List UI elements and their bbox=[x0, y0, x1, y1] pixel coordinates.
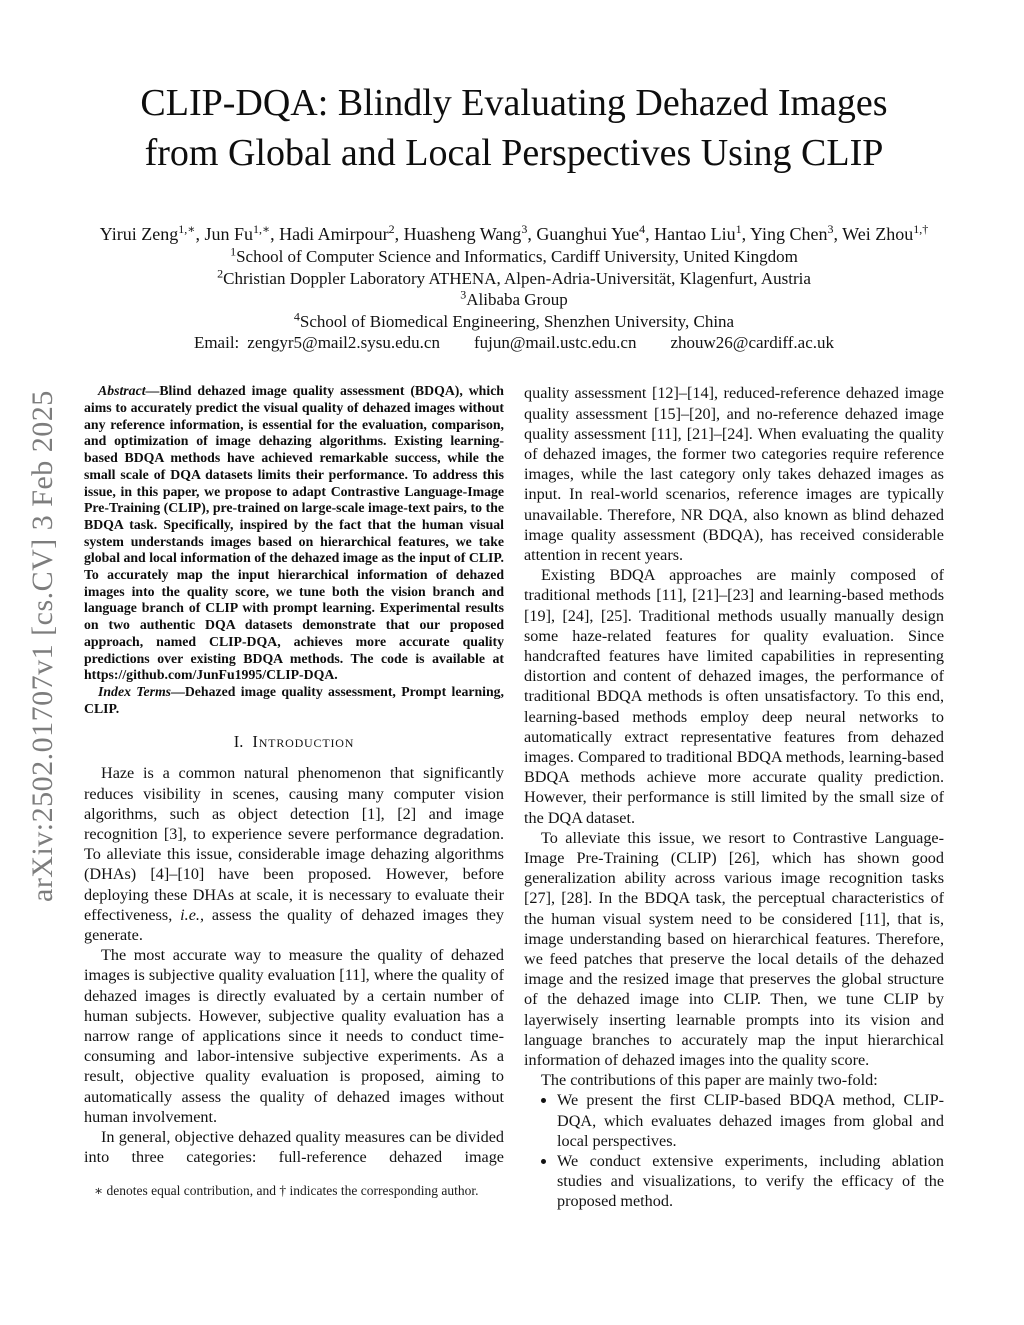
author-affiliation-marker: 1,∗ bbox=[178, 222, 196, 237]
affiliation: $^2$Christian Doppler Laboratory ATHENA, Alpen-Adria-Universität, Klagenfurt, Austria bbox=[217, 266, 811, 288]
author-affiliation-marker: 2 bbox=[388, 222, 395, 237]
contributions-list bbox=[524, 1090, 944, 1211]
intro-paragraph-1: Haze is a common natural phenomenon that significantly reduces visibility in scenes, causing many computer vision algorithms, such as object detection [1], [2] and image recognition [3], to experience severe performance degradation. To alleviate this issue, considerable image dehazing algorithms (DHAs) [4]–[10] have been proposed. However, before deploying these DHAs at scale, it is necessary to evaluate their effectiveness, i.e., assess the quality of dehazed images they generate. bbox=[84, 764, 504, 944]
author-list bbox=[84, 222, 944, 246]
right-column bbox=[524, 383, 944, 1211]
email-address: zhouw26@cardiff.ac.uk bbox=[670, 333, 835, 353]
author-affiliation-marker: 3 bbox=[827, 222, 834, 237]
author: Hadi Amirpour$^2$, bbox=[279, 222, 404, 245]
author-affiliation-marker: 3 bbox=[521, 222, 528, 237]
abstract-paragraph bbox=[84, 383, 504, 684]
left-column bbox=[84, 383, 504, 1211]
contribution-item-1: • We present the first CLIP-based BDQA method, CLIP-DQA, which evaluates dehazed images from global and local perspectives. bbox=[557, 1090, 944, 1151]
email-address: zengyr5@mail2.sysu.edu.cn bbox=[247, 333, 440, 353]
author: Hantao Liu$^1$, bbox=[654, 222, 750, 245]
author-affiliation-marker: 1 bbox=[735, 222, 742, 237]
author: Wei Zhou$^{1,\dagger}$ bbox=[842, 222, 929, 245]
intro-paragraph-5: To alleviate this issue, we resort to Contrastive Language-Image Pre-Training (CLIP) [26], which has shown good generalization ability across various image recognition tasks [27], [28]. In the BDQA task, the perceptual characteristics of the human visual system need to be considered [11], that is, image understanding based on hierarchical features. Therefore, we feed patches that preserve the local details of the dehazed image and the resized image that preserves the global structure of the dehazed image into CLIP. Then, we tune CLIP by layerwisely inserting learnable prompts into its vision and language branches to accurately map the input hierarchical information of dehazed images into the quality score. bbox=[524, 828, 944, 1070]
intro-paragraph-4: Existing BDQA approaches are mainly composed of traditional methods [11], [21]–[23] and learning-based methods [19], [24], [25]. Traditional methods usually manually design some haze-related features for quality evaluation. Since handcrafted features have limited capabilities in representing distortion and content of dehazed images, the performance of traditional BDQA methods is often unsatisfactory. To this end, learning-based methods employ deep neural networks to automatically extract representative features from dehazed images. Compared to traditional BDQA methods, learning-based BDQA methods achieve more accurate quality prediction. However, their performance is still limited by the small size of the DQA dataset. bbox=[524, 566, 944, 827]
author-affiliation-marker: 1,† bbox=[913, 222, 929, 237]
affiliation: $^1$School of Computer Science and Informatics, Cardiff University, United Kingdom bbox=[230, 244, 798, 267]
author-affiliation-marker: 4 bbox=[639, 222, 646, 237]
section-title: Introduction bbox=[252, 732, 355, 752]
latin-abbrev: i.e., bbox=[180, 905, 204, 924]
section-number: I. bbox=[233, 732, 244, 752]
email-address: fujun@mail.ustc.edu.cn bbox=[473, 333, 637, 353]
author: Huasheng Wang$^3$, bbox=[403, 222, 537, 245]
contribution-item-2: • We conduct extensive experiments, including ablation studies and visualizations, to verify the efficacy of the proposed method. bbox=[557, 1151, 944, 1212]
paper-title-line1: CLIP-DQA: Blindly Evaluating Dehazed Images bbox=[140, 82, 888, 124]
affiliation-list bbox=[84, 246, 944, 332]
section-heading-introduction bbox=[84, 732, 504, 752]
affiliation: $^4$School of Biomedical Engineering, Shenzhen University, China bbox=[293, 309, 735, 331]
email-row bbox=[84, 333, 944, 353]
paper-title-line2: from Global and Local Perspectives Using CLIP bbox=[144, 132, 884, 175]
intro-paragraph-2: The most accurate way to measure the quality of dehazed images is subjective quality evaluation [11], where the quality of dehazed images is directly evaluated by a certain number of human subjects. However, subjective quality evaluation has a narrow range of applications since it needs to conduct time-consuming and labor-intensive subjective experiments. As a result, objective quality evaluation is proposed, aiming to automatically assess the quality of dehazed images without human involvement. bbox=[84, 946, 504, 1126]
author: Yirui Zeng$^{1,∗}$, bbox=[99, 222, 205, 245]
index-terms-label: Index Terms bbox=[98, 683, 172, 699]
index-terms-paragraph bbox=[84, 684, 504, 717]
author: Guanghui Yue$^4$, bbox=[536, 222, 655, 245]
affiliation: $^3$Alibaba Group bbox=[460, 287, 568, 310]
email-label: Email: bbox=[193, 333, 240, 353]
paper-title bbox=[84, 78, 944, 178]
contributions-intro: The contributions of this paper are mainly two-fold: bbox=[541, 1071, 878, 1090]
abstract-text: —Blind dehazed image quality assessment (BDQA), which aims to accurately predict the visual quality of dehazed images without any reference information, is essential for the evaluation, comparison, and optimization of image dehazing algorithms. Existing learning-based BDQA methods have achieved remarkable success, while the small scale of DQA datasets limits their performance. To address this issue, in this paper, we propose to adapt Contrastive Language-Image Pre-Training (CLIP), pre-trained on large-scale image-text pairs, to the BDQA task. Specifically, inspired by the fact that the human visual system understands images based on hierarchical features, we take global and local information of the dehazed image as the input of CLIP. To accurately map the input hierarchical information of dehazed images into the quality score, we tune both the vision branch and language branch of CLIP with prompt learning. Experimental results on two authentic DQA datasets demonstrate that our proposed approach, named CLIP-DQA, achieves more accurate quality predictions over existing BDQA methods. The code is available at https://github.com/JunFu1995/CLIP-DQA. bbox=[84, 383, 504, 683]
intro-paragraph-3-continued: quality assessment [12]–[14], reduced-reference dehazed image quality assessment [15]–[20], and no-reference dehazed image quality assessment [11], [21]–[24]. When evaluating the quality of dehazed images, the former two categories require reference images, while the last category only takes dehazed images as input. In real-world scenarios, reference images are typically unavailable. Therefore, NR DQA, also known as blind dehazed image quality assessment (BDQA), has received considerable attention in recent years. bbox=[524, 384, 944, 564]
author: Ying Chen$^3$, bbox=[749, 222, 843, 245]
author-affiliation-marker: 1,∗ bbox=[252, 222, 271, 237]
abstract-label: Abstract bbox=[98, 383, 146, 399]
two-column-body bbox=[84, 383, 944, 1211]
author: Jun $Fu^{1,∗}$, bbox=[204, 222, 280, 245]
intro-paragraph-3: In general, objective dehazed quality measures can be divided into three categories: full-reference dehazed image bbox=[84, 1128, 504, 1167]
index-terms-text: —Dehazed image quality assessment, Prompt learning, CLIP. bbox=[84, 683, 504, 716]
equal-contribution-footnote: ∗ denotes equal contribution, and † indicates the corresponding author. bbox=[94, 1183, 479, 1199]
arxiv-watermark: arXiv:2502.01707v1 [cs.CV] 3 Feb 2025 bbox=[26, 390, 59, 902]
